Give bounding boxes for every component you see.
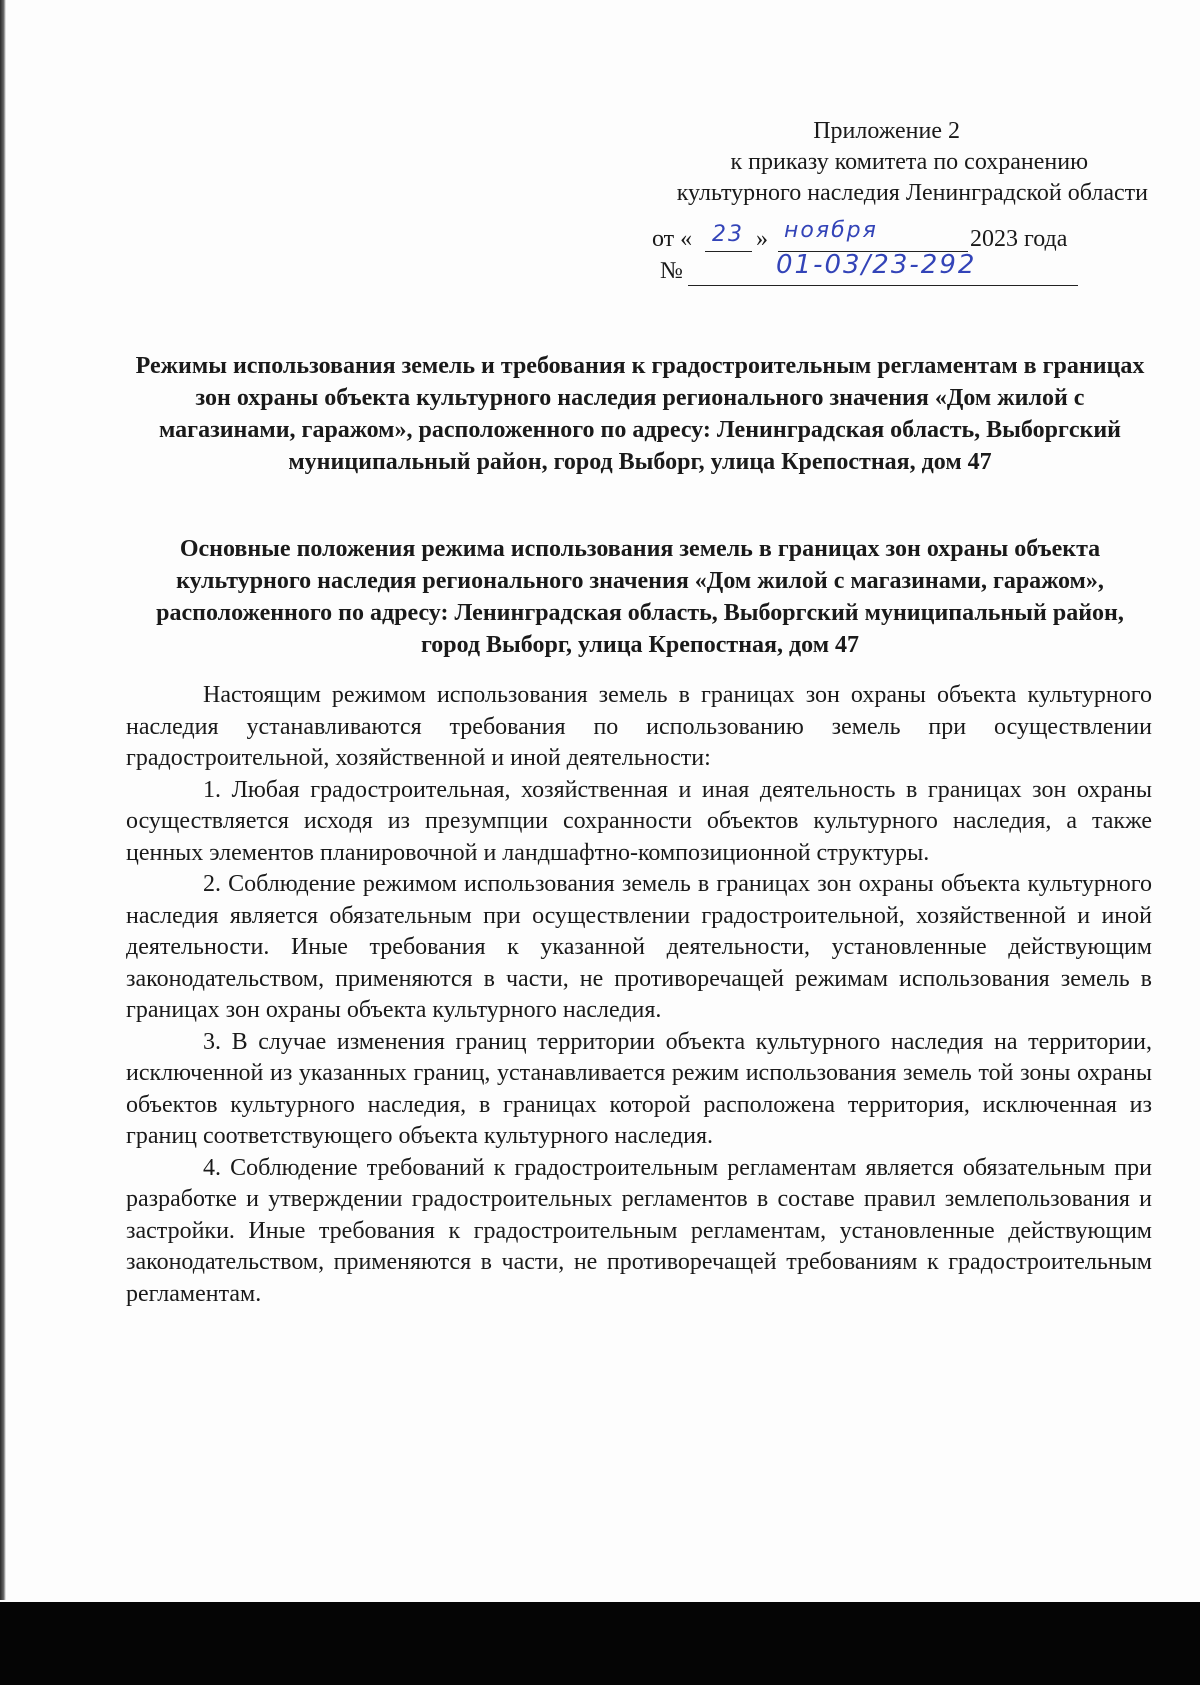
attachment-order-ref: к приказу комитета по сохранению	[730, 149, 1088, 175]
attachment-header	[588, 116, 1148, 209]
body-text	[126, 680, 1152, 1310]
date-year: 2023 года	[970, 226, 1068, 252]
clause-2: 2. Соблюдение режимом использования земель в границах зон охраны объекта культурного наследия является обязательным при осуществлении градостроительной, хозяйственной и иной деятельности. Иные требования к указанной деятельности, установленные действующим законодательством, применяются в части, не противоречащей режимам использования земель в границах зон охраны объекта культурного наследия.	[126, 871, 1152, 1023]
handwritten-order-number: 01-03/23-292	[776, 250, 977, 280]
intro-paragraph: Настоящим режимом использования земель в границах зон охраны объекта культурного наследия устанавливаются требования по использованию земель при осуществлении градостроительной, хозяйственной и иной деятельности:	[126, 682, 1152, 771]
scan-edge-shadow	[0, 0, 6, 1600]
clause-3: 3. В случае изменения границ территории объекта культурного наследия на территории, исключенной из указанных границ, устанавливается режим использования земель той зоны охраны объектов культурного наследия, в границах которой расположена территория, исключенная из границ соответствующего объекта культурного наследия.	[126, 1028, 1152, 1149]
date-prefix: от «	[652, 226, 693, 252]
order-date-line	[652, 224, 692, 254]
handwritten-month: ноября	[784, 218, 878, 243]
attachment-committee: культурного наследия Ленинградской области	[676, 180, 1148, 206]
day-underline	[705, 251, 752, 252]
clause-1: 1. Любая градостроительная, хозяйственная и иная деятельность в границах зон охраны осуществляется исходя из презумпции сохранности объектов культурного наследия, а также ценных элементов планировочной и ландшафтно-композиционной структуры.	[126, 776, 1152, 866]
document-title: Режимы использования земель и требования к градостроительным регламентам в границах зон охраны объекта культурного наследия регионального значения «Дом жилой с магазинами, гаражом», расположенного по адресу: Ленинградская область, Выборгский муниципальный район, город Выборг, улица Крепостная, дом 47	[135, 353, 1145, 475]
number-underline	[688, 285, 1078, 286]
clause-4: 4. Соблюдение требований к градостроительным регламентам является обязательным при разработке и утверждении градостроительных регламентов в составе правил землепользования и застройки. Иные требования к градостроительным регламентам, установленные действующим законодательством, применяются в части, не противоречащей требованиям к градостроительным регламентам.	[126, 1154, 1152, 1307]
order-number-prefix: №	[660, 258, 683, 284]
handwritten-day: 23	[712, 222, 744, 247]
attachment-number: Приложение 2	[813, 118, 960, 144]
scan-bottom-band	[0, 1602, 1200, 1685]
section-title: Основные положения режима использования земель в границах зон охраны объекта культурного наследия регионального значения «Дом жилой с магазинами, гаражом», расположенного по адресу: Ленинградская область, Выборгский муниципальный район, город Выборг, улица Крепостная, дом 47	[156, 536, 1124, 658]
date-quote-close: »	[756, 226, 768, 252]
